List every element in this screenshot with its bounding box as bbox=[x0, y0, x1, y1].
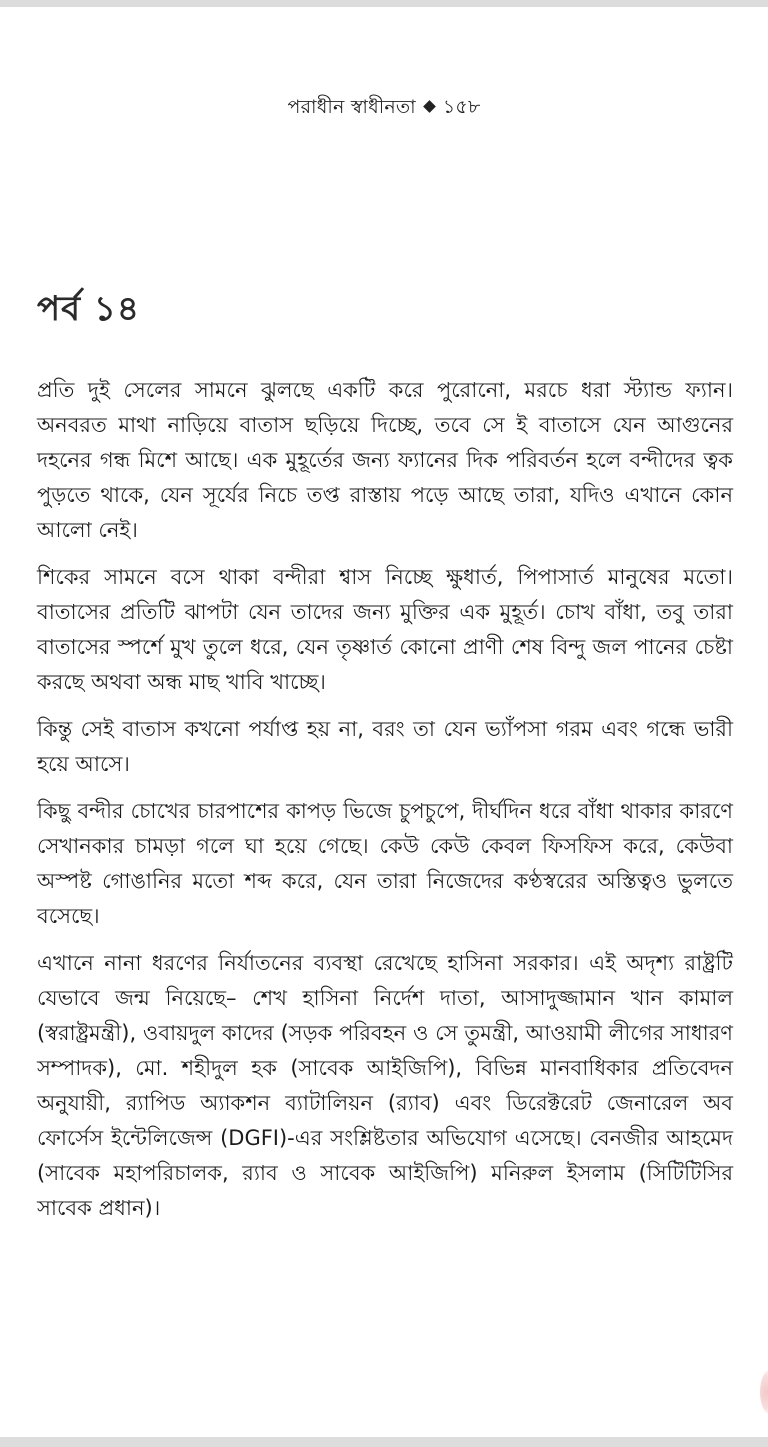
bottom-frame-bar bbox=[0, 1437, 768, 1447]
page-number: ১৫৮ bbox=[442, 96, 481, 118]
paragraph: কিছু বন্দীর চোখের চারপাশের কাপড় ভিজে চুপচুপে, দীর্ঘদিন ধরে বাঁধা থাকার কারণে সেখানকার চামড়া গলে ঘা হয়ে গেছে। কেউ কেউ কেবল ফিসফিস করে, কেউবা অস্পষ্ট গোঙানির মতো শব্দ করে, যেন তারা নিজেদের কণ্ঠস্বরের অস্তিত্বও ভুলতে বসেছে। bbox=[37, 799, 733, 928]
diamond-icon bbox=[423, 100, 436, 113]
book-page bbox=[0, 7, 768, 1437]
paragraph: শিকের সামনে বসে থাকা বন্দীরা শ্বাস নিচ্ছে ক্ষুধার্ত, পিপাসার্ত মানুষের মতো। বাতাসের প্রতিটি ঝাপটা যেন তাদের জন্য মুক্তির এক মুহূর্ত। চোখ বাঁধা, তবু তারা বাতাসের স্পর্শে মুখ তুলে ধরে, যেন তৃষ্ণার্ত কোনো প্রাণী শেষ বিন্দু জল পানের চেষ্টা করছে অথবা অন্ধ মাছ খাবি খাচ্ছে। bbox=[37, 565, 733, 694]
paragraph: কিন্তু সেই বাতাস কখনো পর্যাপ্ত হয় না, বরং তা যেন ভ্যাঁপসা গরম এবং গন্ধে ভারী হয়ে আসে। bbox=[37, 717, 733, 776]
book-title: পরাধীন স্বাধীনতা bbox=[287, 96, 416, 118]
paragraph: প্রতি দুই সেলের সামনে ঝুলছে একটি করে পুরোনো, মরচে ধরা স্ট্যান্ড ফ্যান। অনবরত মাথা নাড়িয়ে বাতাস ছড়িয়ে দিচ্ছে, তবে সে ই বাতাসে যেন আগুনের দহনের গন্ধ মিশে আছে। এক মুহূর্তের জন্য ফ্যানের দিক পরিবর্তন হলে বন্দীদের ত্বক পুড়তে থাকে, যেন সূর্যের নিচে তপ্ত রাস্তায় পড়ে আছে তারা, যদিও এখানে কোন আলো নেই। bbox=[37, 378, 733, 542]
edge-overlay-icon bbox=[760, 1369, 768, 1415]
body-text bbox=[37, 373, 733, 1238]
paragraph: এখানে নানা ধরণের নির্যাতনের ব্যবস্থা রেখেছে হাসিনা সরকার। এই অদৃশ্য রাষ্ট্রটি যেভাবে জন্ম নিয়েছে– শেখ হাসিনা নির্দেশ দাতা, আসাদুজ্জামান খান কামাল (স্বরাষ্ট্রমন্ত্রী), ওবায়দুল কাদের (সড়ক পরিবহন ও সে তুমন্ত্রী, আওয়ামী লীগের সাধারণ সম্পাদক), মো. শহীদুল হক (সাবেক আইজিপি), বিভিন্ন মানবাধিকার প্রতিবেদন অনুযায়ী, র‍্যাপিড অ্যাকশন ব্যাটালিয়ন (র‍্যাব) এবং ডিরেক্টরেট জেনারেল অব ফোর্সেস ইন্টেলিজেন্স (DGFI)-এর সংশ্লিষ্টতার অভিযোগ এসেছে। বেনজীর আহমেদ (সাবেক মহাপরিচালক, র‍্যাব ও সাবেক আইজিপি) মনিরুল ইসলাম (সিটিটিসির সাবেক প্রধান)। bbox=[37, 951, 733, 1220]
chapter-title: পর্ব ১৪ bbox=[37, 289, 140, 329]
running-header bbox=[0, 93, 768, 125]
top-frame-bar bbox=[0, 0, 768, 7]
